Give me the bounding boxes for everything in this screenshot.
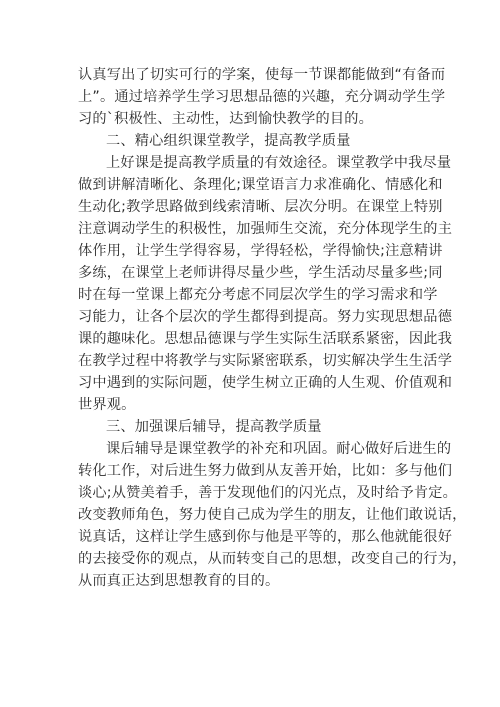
paragraph-line: 习的`积极性、主动性，达到愉快教学的目的。: [78, 111, 374, 127]
paragraph-line: 体作用，让学生学得容易，学得轻松，学得愉快;注意精讲: [78, 243, 443, 259]
paragraph-line: 从而真正达到思想教育的目的。: [78, 573, 280, 589]
paragraph-line: 世界观。: [78, 397, 136, 413]
section-heading: 三、加强课后辅导，提高教学质量: [106, 419, 322, 435]
paragraph-line: 认真写出了切实可行的学案，使每一节课都能做到“有备而: [78, 67, 446, 83]
paragraph-line: 说真话，这样让学生感到你与他是平等的，那么他就能很好: [78, 529, 453, 545]
section-heading: 二、精心组织课堂教学，提高教学质量: [106, 133, 351, 149]
paragraph-line: 多练，在课堂上老师讲得尽量少些，学生活动尽量多些;同: [78, 265, 443, 281]
paragraph-line: 课后辅导是课堂教学的补充和巩固。耐心做好后进生的: [106, 441, 452, 457]
paragraph-line: 在教学过程中将教学与实际紧密联系，切实解决学生生活学: [78, 353, 453, 369]
paragraph-line: 谈心;从赞美着手，善于发现他们的闪光点，及时给予肯定。: [78, 485, 458, 501]
paragraph-line: 习能力，让各个层次的学生都得到提高。努力实现思想品德: [78, 309, 453, 325]
paragraph-line: 注意调动学生的积极性，加强师生交流，充分体现学生的主: [78, 221, 453, 237]
paragraph-line: 上”。通过培养学生学习思想品德的兴趣，充分调动学生学: [78, 89, 446, 105]
paragraph-line: 课的趣味化。思想品德课与学生实际生活联系紧密，因此我: [78, 331, 453, 347]
paragraph-line: 时在每一堂课上都充分考虑不同层次学生的学习需求和学: [78, 287, 438, 303]
paragraph-line: 做到讲解清晰化、条理化;课堂语言力求准确化、情感化和: [78, 177, 443, 193]
paragraph-line: 习中遇到的实际问题，使学生树立正确的人生观、价值观和: [78, 375, 453, 391]
paragraph-line: 转化工作，对后进生努力做到从友善开始，比如：多与他们: [78, 463, 453, 479]
paragraph-line: 上好课是提高教学质量的有效途径。课堂教学中我尽量: [106, 155, 452, 171]
paragraph-line: 生动化;教学思路做到线索清晰、层次分明。在课堂上特别: [78, 199, 443, 215]
paragraph-line: 的去接受你的观点，从而转变自己的思想，改变自己的行为，: [78, 551, 467, 567]
paragraph-line: 改变教师角色，努力使自己成为学生的朋友，让他们敢说话，: [78, 507, 467, 523]
